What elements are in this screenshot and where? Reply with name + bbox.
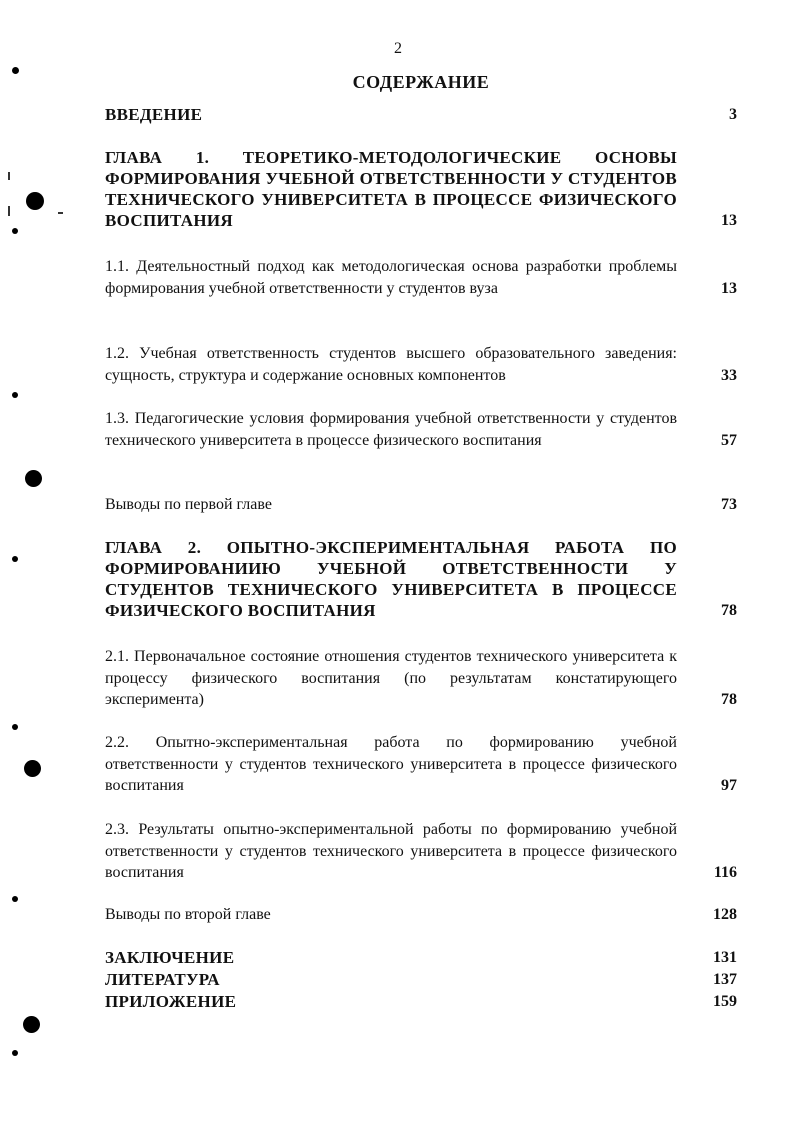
binder-hole-mark (23, 1016, 40, 1033)
toc-entry-literature (105, 969, 737, 991)
toc-entry-section-1-3 (105, 408, 737, 451)
scan-speck (8, 206, 10, 216)
toc-entry-text: ГЛАВА 1. ТЕОРЕТИКО-МЕТОДОЛОГИЧЕСКИЕ ОСНОВЫ ФОРМИРОВАНИЯ УЧЕБНОЙ ОТВЕТСТВЕННОСТИ У СТУДЕНТОВ ТЕХНИЧЕСКОГО УНИВЕРСИТЕТА В ПРОЦЕССЕ ФИЗИЧЕСКОГО ВОСПИТАНИЯ (105, 148, 677, 230)
toc-entry-text: ЛИТЕРАТУРА (105, 970, 220, 989)
toc-entry-conclusion (105, 947, 737, 969)
toc-entry-chapter-2 (105, 537, 737, 621)
binder-hole-mark (24, 760, 41, 777)
binder-hole-mark (26, 192, 44, 210)
page-title: СОДЕРЖАНИЕ (352, 72, 490, 92)
binder-hole-mark (12, 67, 19, 74)
toc-entry-section-2-2 (105, 732, 737, 797)
scan-speck (58, 212, 63, 214)
toc-entry-page: 159 (713, 993, 737, 1010)
toc-entry-introduction (105, 104, 737, 126)
binder-hole-mark (12, 1050, 18, 1056)
toc-entry-text: ЗАКЛЮЧЕНИЕ (105, 948, 235, 967)
binder-hole-mark (12, 896, 18, 902)
toc-entry-text: 2.1. Первоначальное состояние отношения студентов технического университета к процессу физического воспитания (по результатам констатирующего эксперимента) (105, 648, 677, 708)
binder-hole-mark (25, 470, 42, 487)
toc-entry-page: 131 (713, 949, 737, 966)
toc-entry-page: 3 (729, 106, 737, 123)
toc-entry-text: 1.2. Учебная ответственность студентов высшего образовательного заведения: сущность, структура и содержание основных компонентов (105, 345, 677, 384)
toc-entry-page: 33 (721, 366, 737, 384)
toc-entry-text: 1.3. Педагогические условия формирования учебной ответственности у студентов технического университета в процессе физического воспитания (105, 410, 677, 449)
toc-entry-text: ГЛАВА 2. ОПЫТНО-ЭКСПЕРИМЕНТАЛЬНАЯ РАБОТА ПО ФОРМИРОВАНИИЮ УЧЕБНОЙ ОТВЕТСТВЕННОСТИ У СТУДЕНТОВ ТЕХНИЧЕСКОГО УНИВЕРСИТЕТА В ПРОЦЕССЕ ФИЗИЧЕСКОГО ВОСПИТАНИЯ (105, 538, 677, 620)
toc-entry-page: 13 (721, 212, 737, 229)
binder-hole-mark (12, 556, 18, 562)
toc-entry-page: 78 (721, 691, 737, 708)
toc-entry-text: Выводы по первой главе (105, 496, 272, 513)
page-number: 2 (394, 40, 402, 57)
toc-entry-section-1-1 (105, 256, 737, 299)
toc-entry-page: 57 (721, 431, 737, 449)
toc-entry-text: ПРИЛОЖЕНИЕ (105, 992, 237, 1011)
toc-entry-text: 2.3. Результаты опытно-экспериментальной работы по формированию учебной ответственности у студентов технического университета в процессе физического воспитания (105, 821, 677, 881)
toc-entry-text: ВВЕДЕНИЕ (105, 105, 203, 124)
toc-entry-section-1-2 (105, 343, 737, 386)
toc-entry-page: 137 (713, 971, 737, 988)
toc-entry-conclusions-2 (105, 904, 737, 926)
toc-entry-chapter-1 (105, 147, 737, 231)
toc-entry-appendix (105, 991, 737, 1013)
toc-entry-section-2-3 (105, 819, 737, 884)
toc-entry-page: 73 (721, 496, 737, 513)
toc-entry-text: Выводы по второй главе (105, 906, 271, 923)
toc-entry-page: 13 (721, 279, 737, 297)
scan-speck (8, 172, 10, 180)
binder-hole-mark (12, 724, 18, 730)
toc-entry-page: 128 (713, 906, 737, 923)
binder-hole-mark (12, 392, 18, 398)
toc-entry-conclusions-1 (105, 494, 737, 516)
toc-entry-page: 78 (721, 602, 737, 619)
binder-hole-mark (12, 228, 18, 234)
toc-entry-text: 2.2. Опытно-экспериментальная работа по формированию учебной ответственности у студентов технического университета в процессе физического воспитания (105, 734, 677, 794)
toc-entry-section-2-1 (105, 646, 737, 711)
toc-entry-page: 116 (713, 864, 737, 881)
toc-entry-text: 1.1. Деятельностный подход как методологическая основа разработки проблемы формирования учебной ответственности у студентов вуза (105, 258, 677, 297)
toc-entry-page: 97 (721, 777, 737, 794)
